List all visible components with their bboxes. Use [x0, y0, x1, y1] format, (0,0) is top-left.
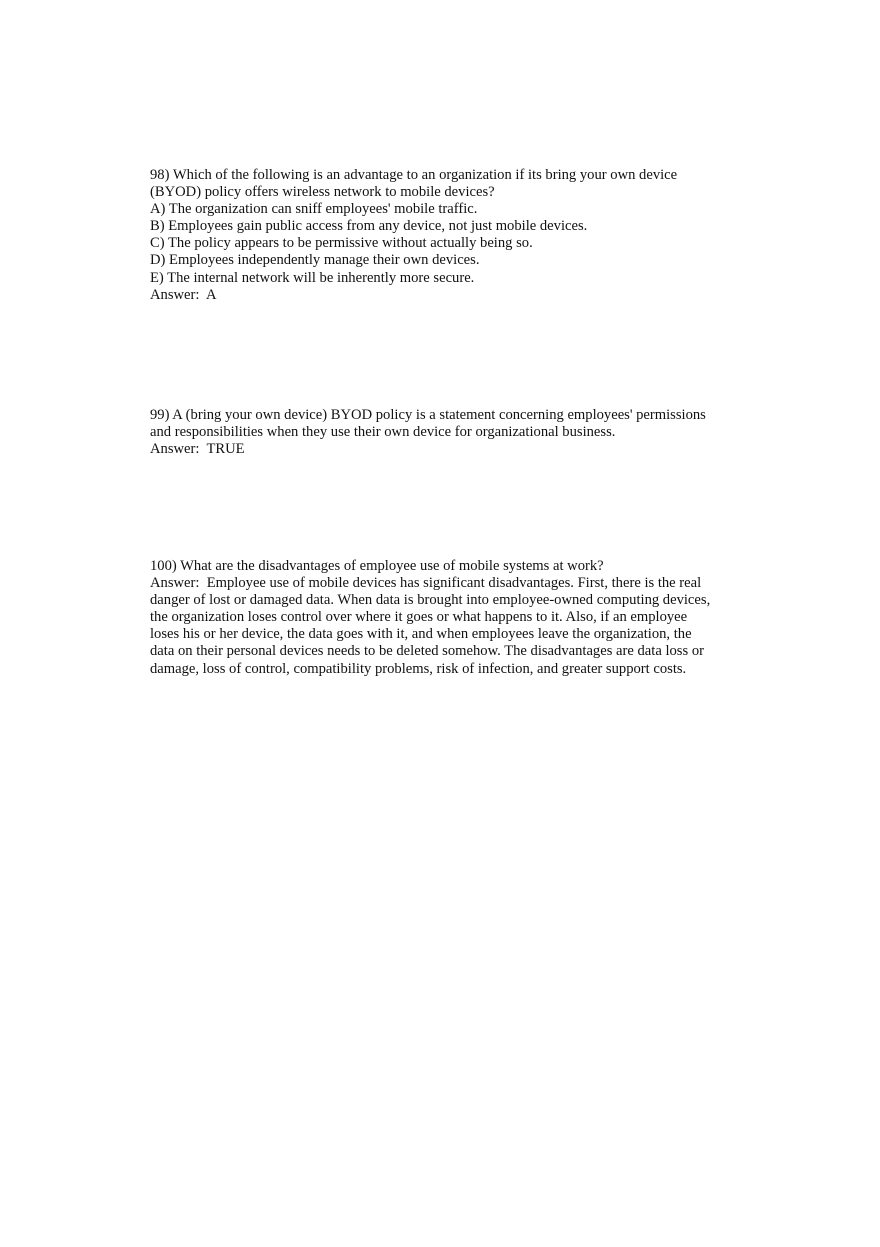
question-100-answer-line-1: Answer: Employee use of mobile devices has significant disadvantages. First, there is the real [150, 575, 702, 592]
question-99-stem-line-1: 99) A (bring your own device) BYOD policy is a statement concerning employees' permissions [150, 407, 706, 423]
question-98-option-b: B) Employees gain public access from any device, not just mobile devices. [150, 218, 588, 235]
question-98-option-e: E) The internal network will be inherently more secure. [150, 269, 475, 286]
question-98-option-c: C) The policy appears to be permissive without actually being so. [150, 235, 533, 252]
question-100-answer-line-3: the organization loses control over where it goes or what happens to it. Also, if an employee [150, 609, 688, 626]
question-98-option-a: A) The organization can sniff employees' mobile traffic. [150, 201, 478, 218]
question-100-answer-line-2: danger of lost or damaged data. When data is brought into employee-owned computing devices, [150, 592, 711, 609]
question-100-stem: 100) What are the disadvantages of employee use of mobile systems at work? [150, 558, 604, 574]
question-99-stem-line-2: and responsibilities when they use their own device for organizational business. [150, 424, 616, 441]
question-100-answer-line-6: damage, loss of control, compatibility problems, risk of infection, and greater support costs. [150, 660, 687, 677]
question-98-stem-line-2: (BYOD) policy offers wireless network to mobile devices? [150, 184, 495, 201]
question-98-answer: Answer: A [150, 286, 217, 303]
question-99-answer: Answer: TRUE [150, 441, 245, 458]
question-100 [150, 558, 740, 678]
question-98-stem-line-1: 98) Which of the following is an advantage to an organization if its bring your own device [150, 167, 678, 183]
question-100-answer-line-4: loses his or her device, the data goes with it, and when employees leave the organization, the [150, 626, 692, 643]
question-98-option-d: D) Employees independently manage their own devices. [150, 252, 480, 269]
question-98 [150, 167, 740, 304]
question-99 [150, 407, 740, 458]
question-100-answer-line-5: data on their personal devices needs to be deleted somehow. The disadvantages are data loss or [150, 643, 704, 660]
